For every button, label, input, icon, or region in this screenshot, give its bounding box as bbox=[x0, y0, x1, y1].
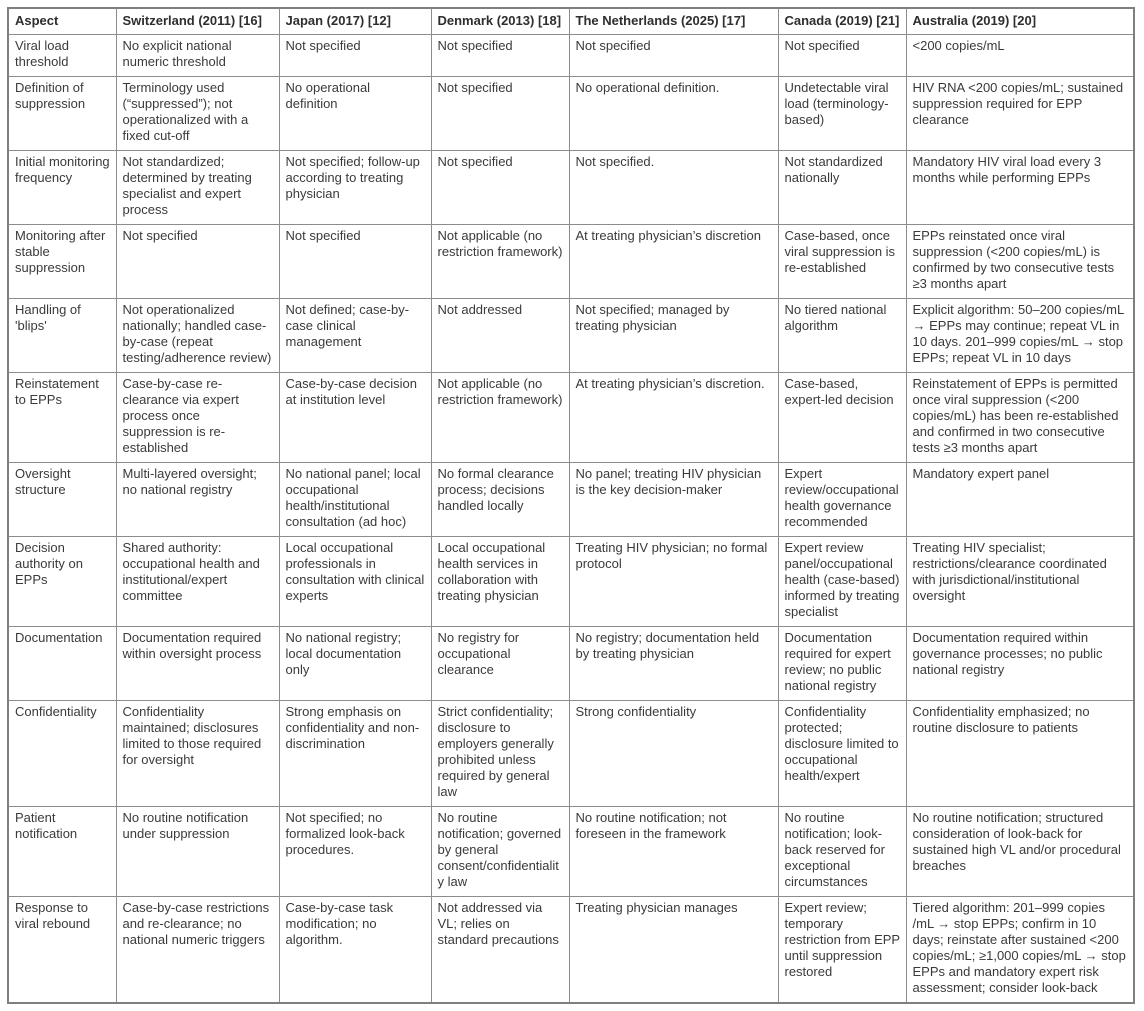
column-header-aspect: Aspect bbox=[8, 8, 116, 35]
data-cell: Case-based, expert-led decision bbox=[778, 373, 906, 463]
table-row bbox=[8, 897, 1134, 1004]
data-cell: Case-by-case restrictions and re-clearance; no national numeric triggers bbox=[116, 897, 279, 1004]
data-cell: Not specified; managed by treating physician bbox=[569, 299, 778, 373]
data-cell: Not specified bbox=[431, 151, 569, 225]
table-row bbox=[8, 627, 1134, 701]
data-cell: Multi-layered oversight; no national registry bbox=[116, 463, 279, 537]
data-cell: Not addressed bbox=[431, 299, 569, 373]
data-cell: Treating HIV physician; no formal protocol bbox=[569, 537, 778, 627]
aspect-cell: Handling of 'blips' bbox=[8, 299, 116, 373]
aspect-cell: Patient notification bbox=[8, 807, 116, 897]
data-cell: Treating physician manages bbox=[569, 897, 778, 1004]
table-row bbox=[8, 373, 1134, 463]
aspect-cell: Response to viral rebound bbox=[8, 897, 116, 1004]
data-cell: No operational definition bbox=[279, 77, 431, 151]
data-cell: Not specified; follow-up according to treating physician bbox=[279, 151, 431, 225]
country-comparison-table bbox=[7, 7, 1135, 1004]
data-cell: No panel; treating HIV physician is the key decision-maker bbox=[569, 463, 778, 537]
aspect-cell: Documentation bbox=[8, 627, 116, 701]
data-cell: Not addressed via VL; relies on standard precautions bbox=[431, 897, 569, 1004]
data-cell: Case-by-case re-clearance via expert process once suppression is re-established bbox=[116, 373, 279, 463]
data-cell: No operational definition. bbox=[569, 77, 778, 151]
data-cell: Case-based, once viral suppression is re-established bbox=[778, 225, 906, 299]
data-cell: Not specified; no formalized look-back procedures. bbox=[279, 807, 431, 897]
column-header: The Netherlands (2025) [17] bbox=[569, 8, 778, 35]
aspect-cell: Monitoring after stable suppression bbox=[8, 225, 116, 299]
table-row bbox=[8, 35, 1134, 77]
data-cell: Documentation required within governance processes; no public national registry bbox=[906, 627, 1134, 701]
aspect-cell: Decision authority on EPPs bbox=[8, 537, 116, 627]
data-cell: Expert review panel/occupational health (case-based) informed by treating specialist bbox=[778, 537, 906, 627]
data-cell: Terminology used (“suppressed”); not operationalized with a fixed cut-off bbox=[116, 77, 279, 151]
data-cell: No routine notification; governed by general consent/confidentiality law bbox=[431, 807, 569, 897]
data-cell: Not standardized; determined by treating specialist and expert process bbox=[116, 151, 279, 225]
data-cell: Strong emphasis on confidentiality and non-discrimination bbox=[279, 701, 431, 807]
data-cell: Not specified bbox=[569, 35, 778, 77]
data-cell: Not operationalized nationally; handled case-by-case (repeat testing/adherence review) bbox=[116, 299, 279, 373]
aspect-cell: Viral load threshold bbox=[8, 35, 116, 77]
data-cell: Shared authority: occupational health and institutional/expert committee bbox=[116, 537, 279, 627]
data-cell: Confidentiality protected; disclosure limited to occupational health/expert bbox=[778, 701, 906, 807]
data-cell: Not specified bbox=[778, 35, 906, 77]
data-cell: Mandatory HIV viral load every 3 months while performing EPPs bbox=[906, 151, 1134, 225]
table-row bbox=[8, 225, 1134, 299]
data-cell: Not specified bbox=[431, 77, 569, 151]
data-cell: Case-by-case decision at institution level bbox=[279, 373, 431, 463]
data-cell: No registry; documentation held by treating physician bbox=[569, 627, 778, 701]
column-header: Denmark (2013) [18] bbox=[431, 8, 569, 35]
data-cell: No routine notification; not foreseen in the framework bbox=[569, 807, 778, 897]
table-row bbox=[8, 701, 1134, 807]
data-cell: No tiered national algorithm bbox=[778, 299, 906, 373]
table-row bbox=[8, 807, 1134, 897]
header-row bbox=[8, 8, 1134, 35]
data-cell: At treating physician’s discretion bbox=[569, 225, 778, 299]
data-cell: Not specified bbox=[279, 225, 431, 299]
data-cell: Local occupational health services in collaboration with treating physician bbox=[431, 537, 569, 627]
column-header: Switzerland (2011) [16] bbox=[116, 8, 279, 35]
table-row bbox=[8, 463, 1134, 537]
data-cell: Expert review; temporary restriction from EPP until suppression restored bbox=[778, 897, 906, 1004]
data-cell: Tiered algorithm: 201–999 copies /mL → stop EPPs; confirm in 10 days; reinstate after sustained <200 copies/mL; ≥1,000 copies/mL → stop EPPs and mandatory expert risk assessment; consider look-back bbox=[906, 897, 1134, 1004]
aspect-cell: Initial monitoring frequency bbox=[8, 151, 116, 225]
data-cell: Documentation required within oversight process bbox=[116, 627, 279, 701]
data-cell: No registry for occupational clearance bbox=[431, 627, 569, 701]
data-cell: Confidentiality emphasized; no routine disclosure to patients bbox=[906, 701, 1134, 807]
data-cell: Mandatory expert panel bbox=[906, 463, 1134, 537]
data-cell: Not specified bbox=[279, 35, 431, 77]
data-cell: Not applicable (no restriction framework) bbox=[431, 373, 569, 463]
data-cell: Strict confidentiality; disclosure to employers generally prohibited unless required by general law bbox=[431, 701, 569, 807]
data-cell: Not applicable (no restriction framework) bbox=[431, 225, 569, 299]
data-cell: Not defined; case-by-case clinical management bbox=[279, 299, 431, 373]
data-cell: Not standardized nationally bbox=[778, 151, 906, 225]
data-cell: No formal clearance process; decisions handled locally bbox=[431, 463, 569, 537]
data-cell: Documentation required for expert review; no public national registry bbox=[778, 627, 906, 701]
data-cell: At treating physician’s discretion. bbox=[569, 373, 778, 463]
data-cell: HIV RNA <200 copies/mL; sustained suppression required for EPP clearance bbox=[906, 77, 1134, 151]
aspect-cell: Reinstatement to EPPs bbox=[8, 373, 116, 463]
data-cell: Not specified. bbox=[569, 151, 778, 225]
data-cell: Undetectable viral load (terminology-based) bbox=[778, 77, 906, 151]
data-cell: Explicit algorithm: 50–200 copies/mL → EPPs may continue; repeat VL in 10 days. 201–999 copies/mL → stop EPPs; repeat VL in 10 days bbox=[906, 299, 1134, 373]
data-cell: Confidentiality maintained; disclosures limited to those required for oversight bbox=[116, 701, 279, 807]
data-cell: No national registry; local documentation only bbox=[279, 627, 431, 701]
data-cell: Treating HIV specialist; restrictions/clearance coordinated with jurisdictional/institutional oversight bbox=[906, 537, 1134, 627]
data-cell: Not specified bbox=[431, 35, 569, 77]
column-header: Australia (2019) [20] bbox=[906, 8, 1134, 35]
data-cell: No routine notification under suppression bbox=[116, 807, 279, 897]
data-cell: No national panel; local occupational health/institutional consultation (ad hoc) bbox=[279, 463, 431, 537]
data-cell: No routine notification; structured consideration of look-back for sustained high VL and/or procedural breaches bbox=[906, 807, 1134, 897]
column-header: Japan (2017) [12] bbox=[279, 8, 431, 35]
data-cell: EPPs reinstated once viral suppression (<200 copies/mL) is confirmed by two consecutive tests ≥3 months apart bbox=[906, 225, 1134, 299]
data-cell: No routine notification; look-back reserved for exceptional circumstances bbox=[778, 807, 906, 897]
aspect-cell: Definition of suppression bbox=[8, 77, 116, 151]
table-row bbox=[8, 151, 1134, 225]
data-cell: Expert review/occupational health governance recommended bbox=[778, 463, 906, 537]
data-cell: Reinstatement of EPPs is permitted once viral suppression (<200 copies/mL) has been re-established and confirmed in two consecutive tests ≥3 months apart bbox=[906, 373, 1134, 463]
data-cell: No explicit national numeric threshold bbox=[116, 35, 279, 77]
table-row bbox=[8, 77, 1134, 151]
data-cell: Local occupational professionals in consultation with clinical experts bbox=[279, 537, 431, 627]
aspect-cell: Oversight structure bbox=[8, 463, 116, 537]
data-cell: Not specified bbox=[116, 225, 279, 299]
aspect-cell: Confidentiality bbox=[8, 701, 116, 807]
table-row bbox=[8, 537, 1134, 627]
data-cell: <200 copies/mL bbox=[906, 35, 1134, 77]
data-cell: Strong confidentiality bbox=[569, 701, 778, 807]
table-row bbox=[8, 299, 1134, 373]
data-cell: Case-by-case task modification; no algorithm. bbox=[279, 897, 431, 1004]
column-header: Canada (2019) [21] bbox=[778, 8, 906, 35]
